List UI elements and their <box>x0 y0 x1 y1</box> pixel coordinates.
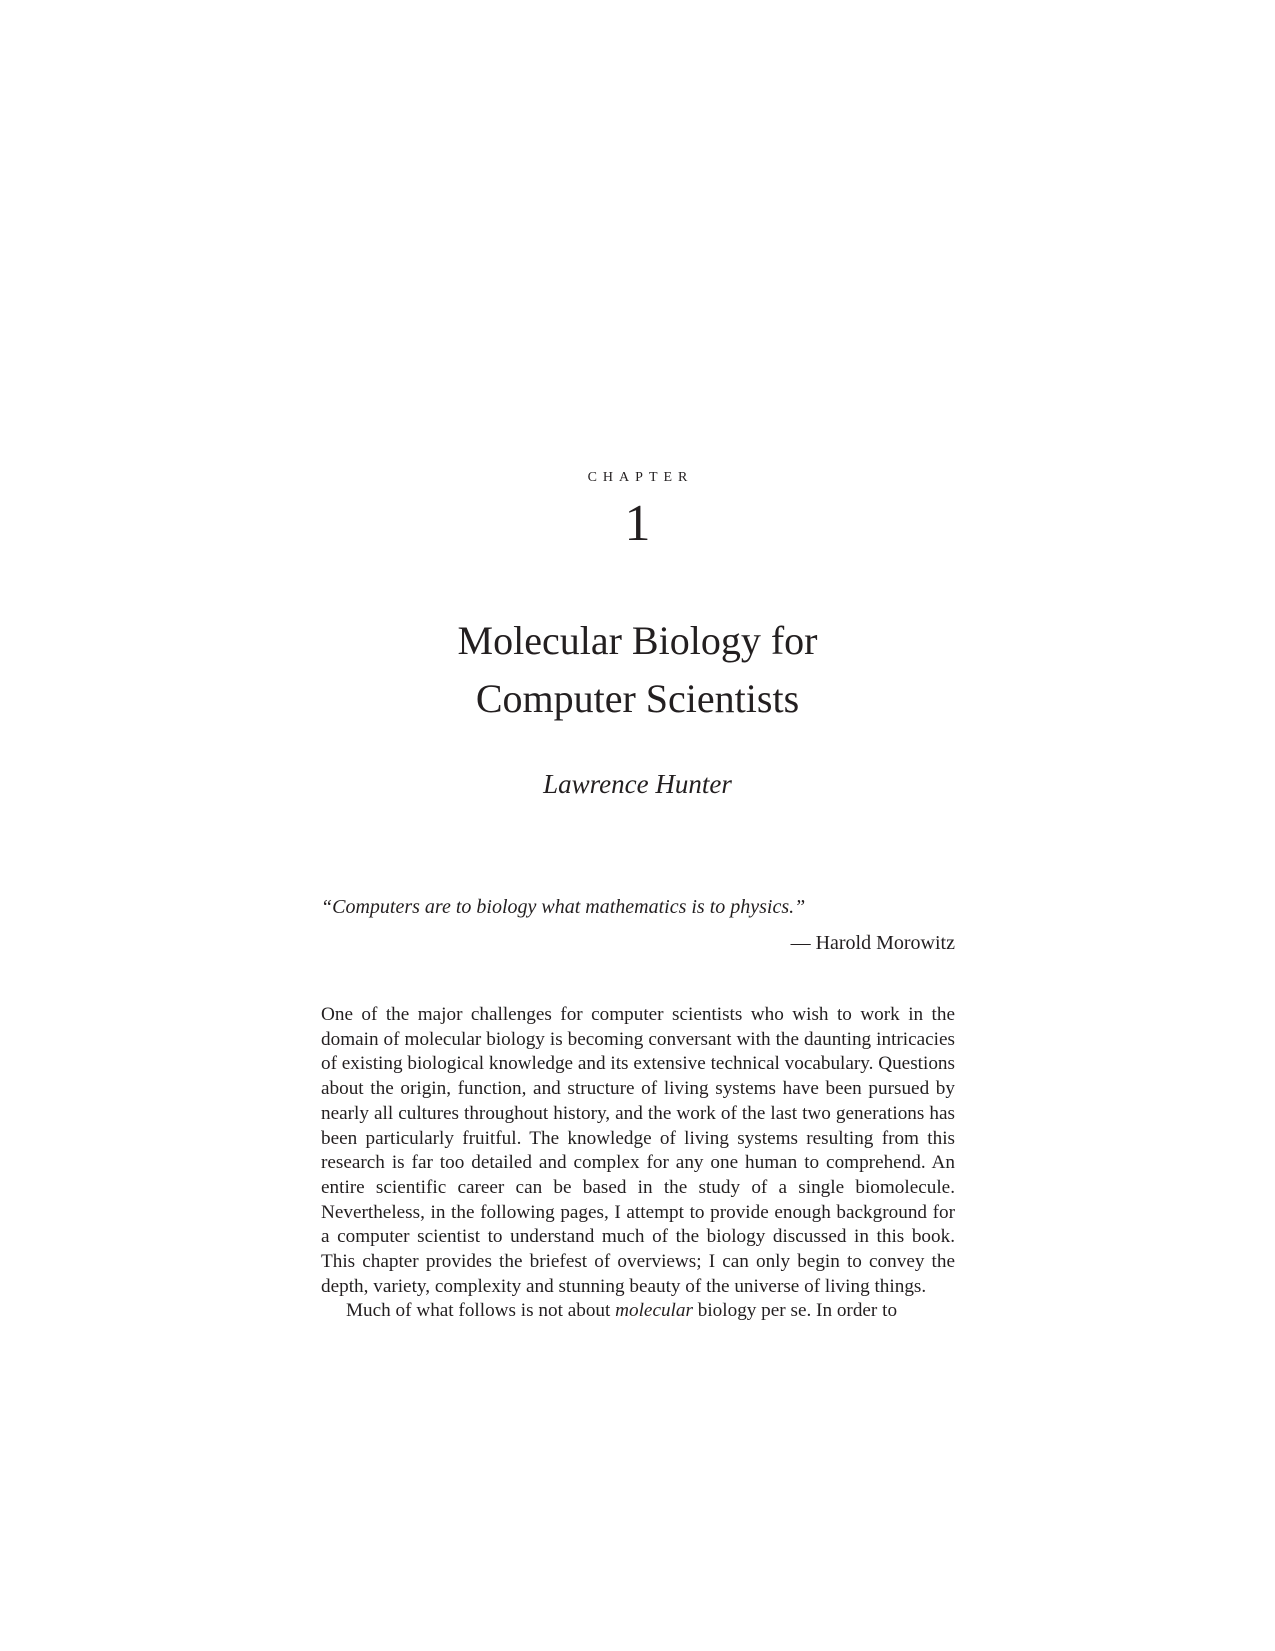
chapter-title <box>0 612 1275 728</box>
chapter-title-line-2: Computer Scientists <box>475 676 800 721</box>
chapter-author: Lawrence Hunter <box>543 769 732 799</box>
paragraph-2 <box>321 1299 955 1324</box>
paragraph-2-end: biology per se. In order to <box>692 1300 898 1322</box>
chapter-title-line-1: Molecular Biology for <box>457 618 818 663</box>
epigraph-source: — Harold Morowitz <box>790 932 955 954</box>
chapter-label: CHAPTER <box>587 470 694 485</box>
epigraph-quote: “Computers are to biology what mathematics is to physics.” <box>321 896 806 918</box>
paragraph-2-start: Much of what follows is not about <box>346 1300 616 1322</box>
epigraph <box>321 897 955 953</box>
paragraph-2-emphasis: molecular <box>615 1300 693 1322</box>
body-text <box>321 1003 955 1324</box>
chapter-number: 1 <box>624 495 651 552</box>
paragraph-1: One of the major challenges for computer scientists who wish to work in the domain of molecular biology is becoming conversant with the daunting intricacies of existing biological knowledge and its extensive technical vocabulary. Questions about the origin, function, and structure of living systems have been pursued by nearly all cultures throughout history, and the work of the last two generations has been particularly fruitful. The knowledge of living systems resulting from this research is far too detailed and complex for any one human to comprehend. An entire scientific career can be based in the study of a single biomolecule. Nevertheless, in the following pages, I attempt to provide enough background for a computer scientist to understand much of the biology discussed in this book. This chapter provides the briefest of overviews; I can only begin to convey the depth, variety, complexity and stunning beauty of the universe of living things. <box>321 1004 955 1297</box>
